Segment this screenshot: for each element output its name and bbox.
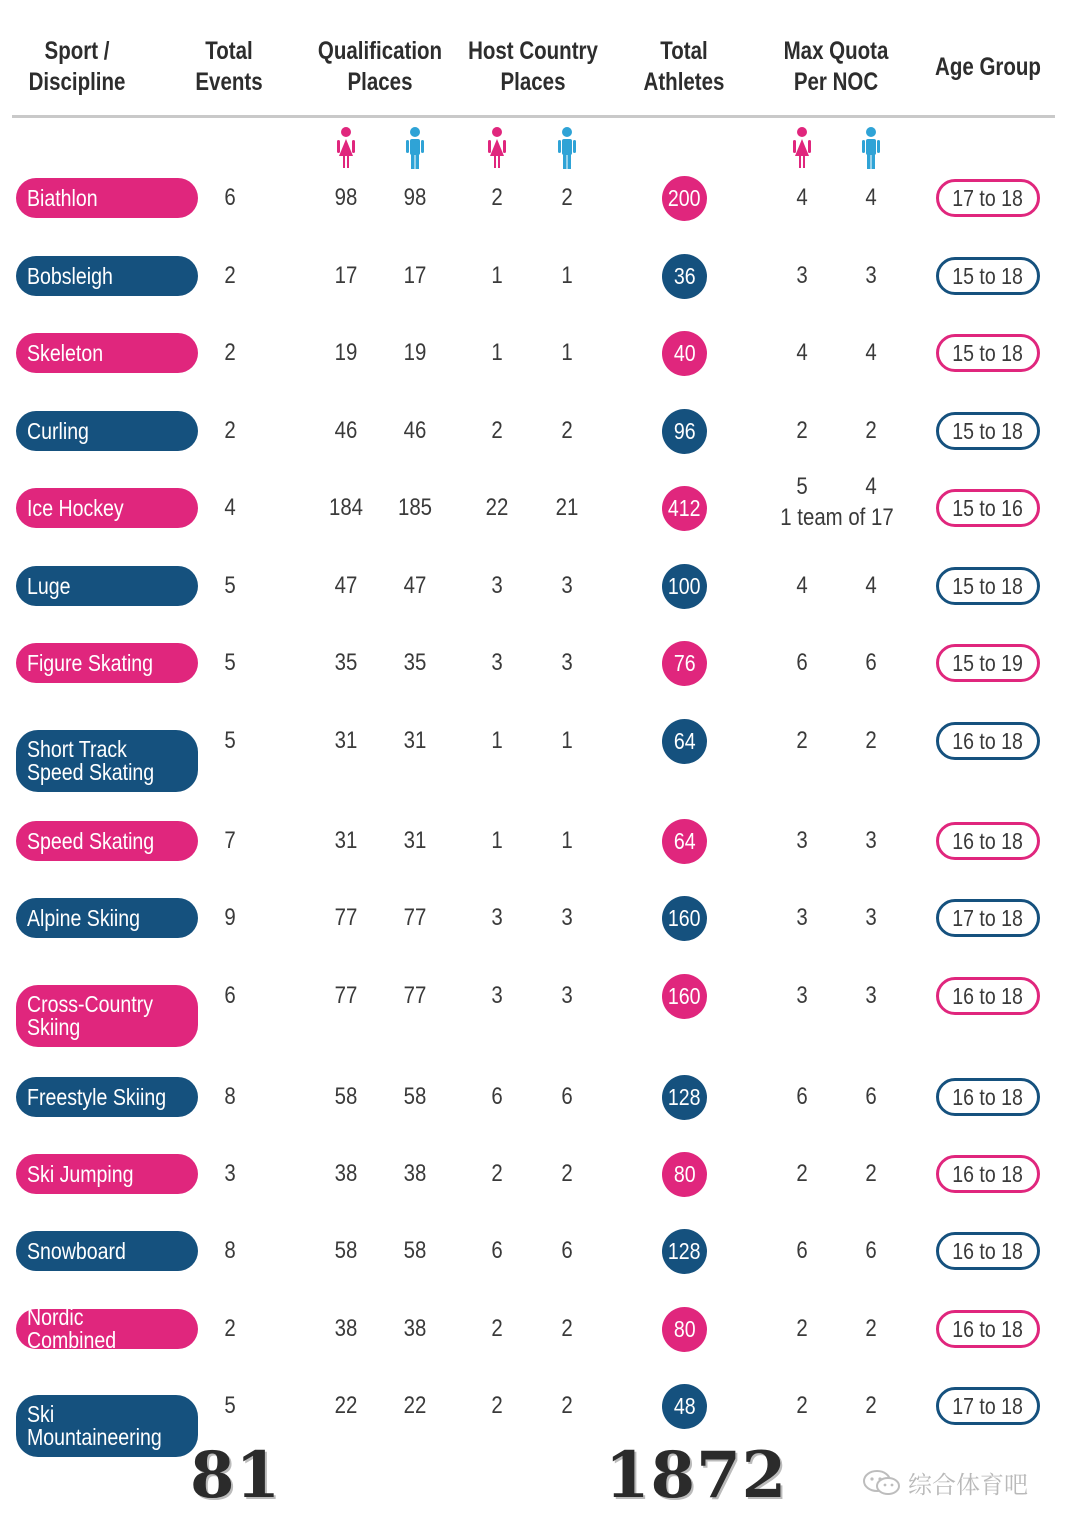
cell-qual-m: 185: [397, 494, 433, 521]
cell-host-m: 2: [561, 1315, 573, 1342]
table-row: [0, 554, 1080, 618]
sport-label: Ski Mountaineering: [16, 1395, 198, 1457]
cell-events: 3: [224, 1160, 236, 1187]
age-group-badge: 16 to 18: [936, 1232, 1040, 1270]
cell-quota-f: 5: [796, 473, 808, 500]
cell-quota-m: 6: [865, 1237, 877, 1264]
header-host: Host Country Places: [468, 37, 598, 96]
watermark-text: 综合体育吧: [908, 1472, 1028, 1499]
total-athletes-badge: 200: [662, 176, 707, 221]
cell-quota-f: 4: [796, 184, 808, 211]
table-row: [0, 809, 1080, 873]
cell-host-f: 2: [491, 1392, 503, 1419]
age-group-badge: 16 to 18: [936, 977, 1040, 1015]
total-athletes-badge: 64: [662, 819, 707, 864]
cell-events: 7: [224, 827, 236, 854]
cell-quota-f: 3: [796, 262, 808, 289]
age-group-badge: 16 to 18: [936, 1155, 1040, 1193]
cell-quota-f: 2: [796, 1392, 808, 1419]
cell-host-f: 1: [491, 339, 503, 366]
cell-host-m: 1: [561, 339, 573, 366]
cell-host-f: 22: [485, 494, 509, 521]
header-age: Age Group: [935, 53, 1041, 81]
cell-host-m: 1: [561, 827, 573, 854]
sport-label: Alpine Skiing: [16, 898, 198, 938]
table-row: [0, 709, 1080, 785]
age-group-badge: 15 to 19: [936, 644, 1040, 682]
cell-host-m: 3: [561, 982, 573, 1009]
sport-label: Bobsleigh: [16, 256, 198, 296]
cell-quota-f: 6: [796, 649, 808, 676]
sport-label: Biathlon: [16, 178, 198, 218]
cell-host-f: 3: [491, 649, 503, 676]
cell-qual-f: 31: [334, 827, 358, 854]
header-qualification: Qualification Places: [317, 37, 443, 96]
cell-quota-f: 6: [796, 1237, 808, 1264]
table-row: [0, 1297, 1080, 1361]
cell-quota-m: 4: [865, 184, 877, 211]
wechat-icon: [862, 1468, 902, 1498]
cell-events: 2: [224, 339, 236, 366]
total-athletes-badge: 160: [662, 974, 707, 1019]
age-group-badge: 16 to 18: [936, 1078, 1040, 1116]
table-row: [0, 166, 1080, 230]
cell-quota-m: 2: [865, 1392, 877, 1419]
cell-quota-f: 6: [796, 1083, 808, 1110]
quota-note: 1 team of 17: [780, 504, 894, 531]
cell-qual-f: 35: [334, 649, 358, 676]
cell-qual-m: 58: [403, 1237, 427, 1264]
table-row: [0, 964, 1080, 1040]
header-sport: Sport / Discipline: [28, 37, 126, 96]
cell-host-f: 1: [491, 727, 503, 754]
table-row: [0, 473, 1080, 540]
age-group-badge: 15 to 18: [936, 257, 1040, 295]
cell-qual-m: 31: [403, 827, 427, 854]
cell-quota-f: 4: [796, 572, 808, 599]
cell-quota-f: 2: [796, 727, 808, 754]
cell-host-f: 3: [491, 982, 503, 1009]
cell-qual-m: 35: [403, 649, 427, 676]
total-athletes-badge: 40: [662, 331, 707, 376]
total-athletes-badge: 36: [662, 254, 707, 299]
age-group-badge: 17 to 18: [936, 179, 1040, 217]
cell-qual-f: 47: [334, 572, 358, 599]
cell-quota-f: 3: [796, 982, 808, 1009]
cell-events: 5: [224, 1392, 236, 1419]
sport-label: Curling: [16, 411, 198, 451]
total-events: 81: [190, 1438, 282, 1513]
cell-host-m: 3: [561, 904, 573, 931]
cell-quota-m: 6: [865, 649, 877, 676]
cell-quota-m: 3: [865, 904, 877, 931]
cell-qual-f: 77: [334, 982, 358, 1009]
cell-host-m: 21: [555, 494, 579, 521]
cell-qual-f: 58: [334, 1083, 358, 1110]
cell-qual-m: 19: [403, 339, 427, 366]
table-row: [0, 399, 1080, 463]
total-athletes-badge: 100: [662, 564, 707, 609]
age-group-badge: 15 to 18: [936, 567, 1040, 605]
total-athletes-badge: 128: [662, 1075, 707, 1120]
total-athletes-badge: 412: [662, 486, 707, 531]
cell-qual-m: 22: [403, 1392, 427, 1419]
cell-qual-m: 98: [403, 184, 427, 211]
cell-events: 2: [224, 262, 236, 289]
cell-quota-m: 4: [865, 473, 877, 500]
total-athletes-badge: 128: [662, 1229, 707, 1274]
cell-qual-m: 31: [403, 727, 427, 754]
cell-qual-f: 58: [334, 1237, 358, 1264]
age-group-badge: 17 to 18: [936, 899, 1040, 937]
cell-quota-m: 2: [865, 1315, 877, 1342]
cell-events: 6: [224, 982, 236, 1009]
cell-host-m: 1: [561, 262, 573, 289]
total-athletes-badge: 76: [662, 641, 707, 686]
cell-host-m: 2: [561, 1392, 573, 1419]
cell-qual-f: 46: [334, 417, 358, 444]
cell-host-f: 3: [491, 904, 503, 931]
table-row: [0, 1219, 1080, 1283]
cell-host-m: 3: [561, 572, 573, 599]
cell-quota-m: 4: [865, 339, 877, 366]
sport-label: Speed Skating: [16, 821, 198, 861]
cell-qual-f: 19: [334, 339, 358, 366]
cell-host-m: 6: [561, 1083, 573, 1110]
total-athletes-badge: 64: [662, 719, 707, 764]
age-group-badge: 17 to 18: [936, 1387, 1040, 1425]
cell-qual-f: 98: [334, 184, 358, 211]
cell-qual-m: 38: [403, 1315, 427, 1342]
cell-qual-f: 31: [334, 727, 358, 754]
age-group-badge: 16 to 18: [936, 822, 1040, 860]
cell-host-m: 3: [561, 649, 573, 676]
cell-qual-f: 22: [334, 1392, 358, 1419]
cell-qual-f: 184: [328, 494, 364, 521]
cell-host-m: 2: [561, 1160, 573, 1187]
cell-quota-f: 3: [796, 904, 808, 931]
table-row: [0, 1142, 1080, 1206]
table-row: [0, 886, 1080, 950]
cell-events: 5: [224, 649, 236, 676]
cell-host-f: 6: [491, 1237, 503, 1264]
cell-quota-f: 2: [796, 1315, 808, 1342]
cell-quota-m: 4: [865, 572, 877, 599]
table-row: [0, 1374, 1080, 1450]
total-athletes-badge: 80: [662, 1152, 707, 1197]
watermark: [862, 1465, 1028, 1500]
total-athletes-badge: 96: [662, 409, 707, 454]
cell-qual-f: 38: [334, 1315, 358, 1342]
age-group-badge: 15 to 18: [936, 412, 1040, 450]
cell-qual-m: 47: [403, 572, 427, 599]
cell-host-f: 2: [491, 417, 503, 444]
cell-events: 6: [224, 184, 236, 211]
table-row: [0, 1065, 1080, 1129]
cell-quota-m: 2: [865, 1160, 877, 1187]
sport-label: Skeleton: [16, 333, 198, 373]
cell-events: 5: [224, 572, 236, 599]
cell-quota-m: 3: [865, 827, 877, 854]
cell-events: 8: [224, 1083, 236, 1110]
cell-host-f: 3: [491, 572, 503, 599]
sport-label: Nordic Combined: [16, 1309, 198, 1349]
age-group-badge: 15 to 18: [936, 334, 1040, 372]
total-athletes-badge: 80: [662, 1307, 707, 1352]
table-row: [0, 244, 1080, 308]
cell-host-m: 2: [561, 417, 573, 444]
cell-host-f: 2: [491, 184, 503, 211]
age-group-badge: 16 to 18: [936, 722, 1040, 760]
total-athletes-badge: 48: [662, 1384, 707, 1429]
cell-events: 9: [224, 904, 236, 931]
sport-label: Short Track Speed Skating: [16, 730, 198, 792]
cell-events: 5: [224, 727, 236, 754]
cell-events: 4: [224, 494, 236, 521]
sport-label: Figure Skating: [16, 643, 198, 683]
cell-quota-m: 2: [865, 417, 877, 444]
cell-quota-m: 3: [865, 982, 877, 1009]
cell-quota-f: 4: [796, 339, 808, 366]
cell-quota-m: 2: [865, 727, 877, 754]
cell-host-f: 1: [491, 827, 503, 854]
sport-label: Freestyle Skiing: [16, 1077, 198, 1117]
sport-label: Cross-Country Skiing: [16, 985, 198, 1047]
cell-host-f: 6: [491, 1083, 503, 1110]
cell-qual-f: 38: [334, 1160, 358, 1187]
sport-label: Snowboard: [16, 1231, 198, 1271]
header-quota: Max Quota Per NOC: [783, 37, 889, 96]
total-athletes-badge: 160: [662, 896, 707, 941]
sport-label: Luge: [16, 566, 198, 606]
cell-host-m: 1: [561, 727, 573, 754]
cell-host-m: 6: [561, 1237, 573, 1264]
cell-events: 2: [224, 1315, 236, 1342]
total-athletes: 1872: [605, 1438, 788, 1513]
table-row: [0, 631, 1080, 695]
header-events: Total Events: [195, 37, 263, 96]
age-group-badge: 15 to 16: [936, 489, 1040, 527]
cell-quota-f: 2: [796, 417, 808, 444]
cell-qual-f: 77: [334, 904, 358, 931]
cell-qual-f: 17: [334, 262, 358, 289]
age-group-badge: 16 to 18: [936, 1310, 1040, 1348]
cell-qual-m: 77: [403, 982, 427, 1009]
table-row: [0, 321, 1080, 385]
sport-label: Ski Jumping: [16, 1154, 198, 1194]
cell-events: 8: [224, 1237, 236, 1264]
cell-quota-f: 3: [796, 827, 808, 854]
cell-host-m: 2: [561, 184, 573, 211]
cell-quota-m: 6: [865, 1083, 877, 1110]
sport-label: Ice Hockey: [16, 488, 198, 528]
cell-quota-f: 2: [796, 1160, 808, 1187]
header-athletes: Total Athletes: [643, 37, 725, 96]
cell-qual-m: 38: [403, 1160, 427, 1187]
cell-events: 2: [224, 417, 236, 444]
cell-host-f: 2: [491, 1160, 503, 1187]
cell-qual-m: 58: [403, 1083, 427, 1110]
cell-host-f: 2: [491, 1315, 503, 1342]
cell-qual-m: 77: [403, 904, 427, 931]
cell-qual-m: 46: [403, 417, 427, 444]
cell-quota-m: 3: [865, 262, 877, 289]
cell-host-f: 1: [491, 262, 503, 289]
cell-qual-m: 17: [403, 262, 427, 289]
